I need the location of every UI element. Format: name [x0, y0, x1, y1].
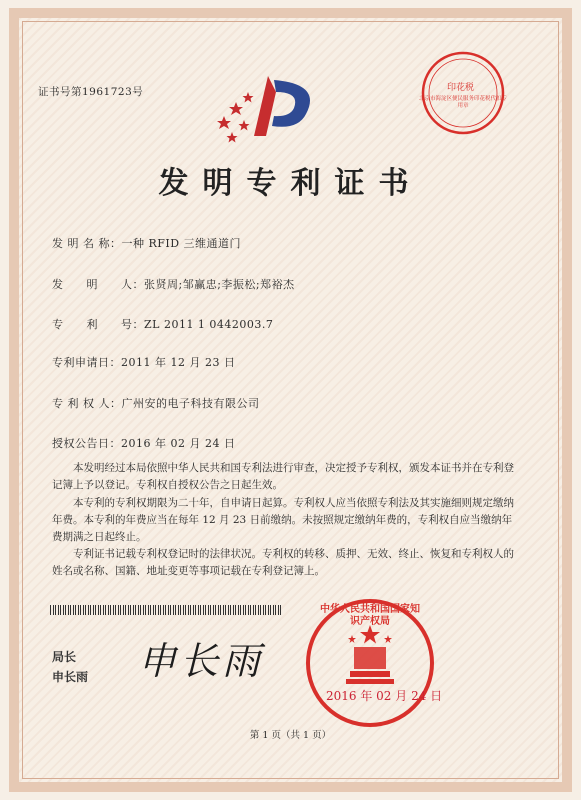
patent-number-field: 专 利 号：ZL 2011 1 0442003.7 — [52, 318, 274, 331]
director-name: 申长雨 — [52, 670, 89, 684]
patent-office-logo-icon — [210, 70, 330, 150]
paragraph-1: 本发明经过本局依照中华人民共和国专利法进行审查，决定授予专利权，颁发本证书并在专利登记簿上予以登记。专利权自授权公告之日起生效。 — [52, 462, 514, 491]
paragraph-2: 本专利的专利权期限为二十年，自申请日起算。专利权人应当依照专利法及其实施细则规定缴纳年费。本专利的年费应当在每年 12 月 23 日前缴纳。未按照规定缴纳年费的，专利权自应当缴纳年费期满之日起终止。 — [52, 497, 514, 543]
inventors-field: 发 明 人：张贤周;邹赢忠;李振松;郑裕杰 — [52, 278, 295, 291]
certificate-number: 证书号第1961723号 — [38, 86, 144, 98]
seal-text: 中华人民共和国国家知识产权局 — [320, 604, 420, 627]
director-signature: 申长雨 — [138, 639, 265, 683]
tax-stamp — [418, 48, 508, 138]
director-title: 局长 — [52, 650, 77, 664]
filing-date-field: 专利申请日：2011 年 12 月 23 日 — [52, 356, 236, 369]
invention-name-field: 发 明 名 称：一种 RFID 三维通道门 — [52, 237, 242, 250]
barcode — [50, 605, 282, 615]
seal-date: 2016 年 02 月 24 日 — [326, 689, 443, 703]
paragraph-3: 专利证书记载专利权登记时的法律状况。专利权的转移、质押、无效、终止、恢复和专利权人的姓名或名称、国籍、地址变更等事项记载在专利登记簿上。 — [52, 548, 514, 577]
patentee-field: 专 利 权 人：广州安的电子科技有限公司 — [52, 397, 260, 410]
grant-date-field: 授权公告日：2016 年 02 月 24 日 — [52, 437, 236, 450]
page-title: 发明专利证书 — [158, 166, 423, 201]
tax-stamp-ring-text: 北京市海淀区便民服务印花税代扣专用章 — [418, 96, 507, 109]
page-footer: 第 1 页（共 1 页） — [249, 730, 332, 741]
tax-stamp-text: 印花税 — [447, 83, 475, 93]
